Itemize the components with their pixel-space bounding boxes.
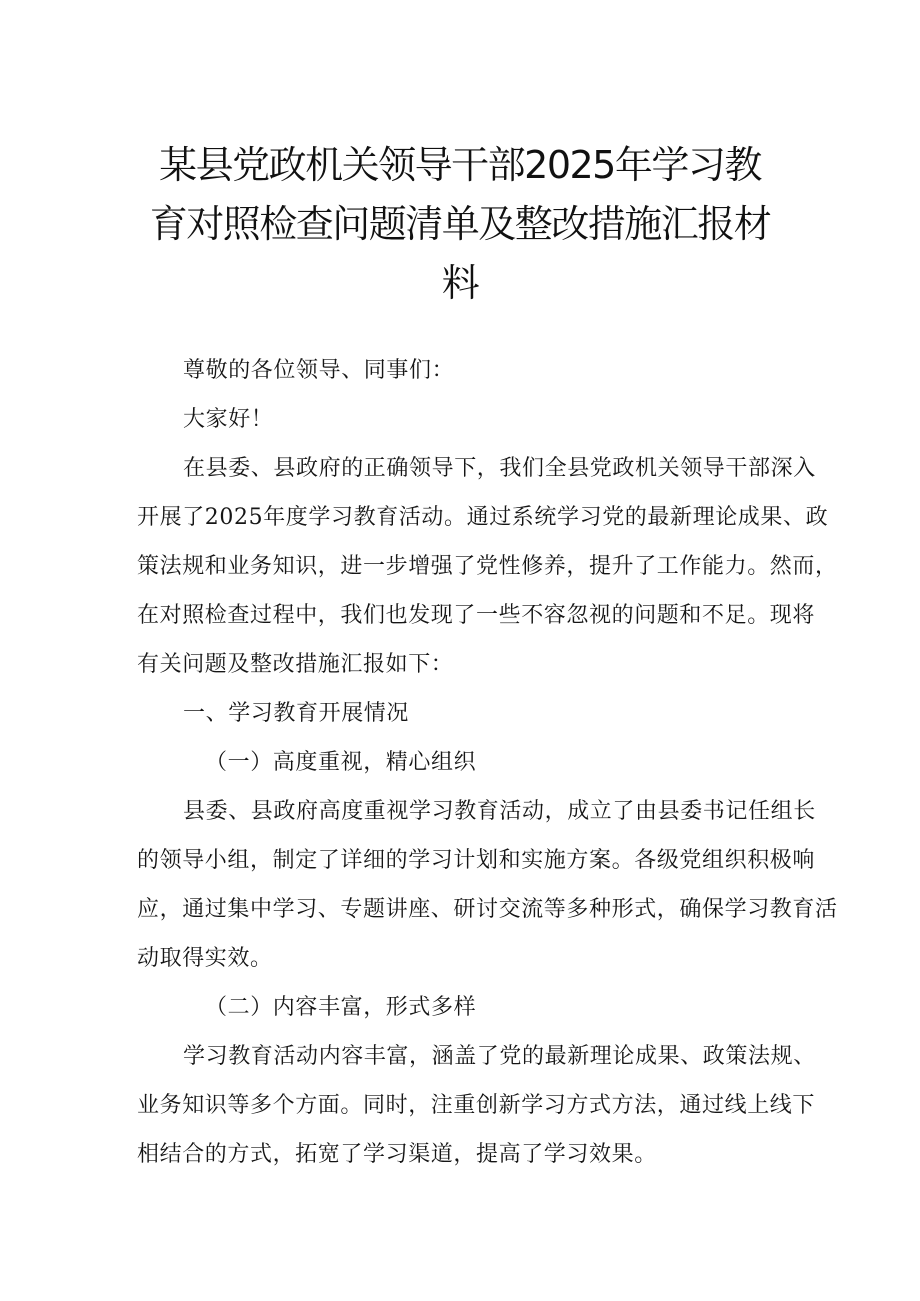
sub2-line-2: 业务知识等多个方面。同时，注重创新学习方式方法，通过线上线下 (137, 1093, 816, 1118)
subsection-1-heading: （一）高度重视，精心组织 (205, 750, 477, 775)
sub2-line-1: 学习教育活动内容丰富，涵盖了党的最新理论成果、政策法规、 (183, 1044, 816, 1069)
subsection-2-heading: （二）内容丰富，形式多样 (205, 995, 477, 1020)
title-line-2: 育对照检查问题清单及整改措施汇报材 (149, 202, 771, 246)
intro-line-3: 策法规和业务知识，进一步增强了党性修养，提升了工作能力。然而， (137, 554, 838, 579)
intro-line-4: 在对照检查过程中，我们也发现了一些不容忽视的问题和不足。现将 (137, 603, 816, 628)
sub1-line-3: 应，通过集中学习、专题讲座、研讨交流等多种形式，确保学习教育活 (137, 897, 838, 922)
title-line-1: 某县党政机关领导干部2025年学习教 (159, 143, 761, 187)
sub2-line-3: 相结合的方式，拓宽了学习渠道，提高了学习效果。 (137, 1142, 657, 1167)
section-1-heading: 一、学习教育开展情况 (183, 701, 410, 726)
greeting: 尊敬的各位领导、同事们： (183, 358, 455, 383)
document-title (120, 136, 800, 313)
sub1-line-2: 的领导小组，制定了详细的学习计划和实施方案。各级党组织积极响 (137, 848, 816, 873)
sub1-line-1: 县委、县政府高度重视学习教育活动，成立了由县委书记任组长 (183, 799, 816, 824)
title-line-3: 料 (441, 261, 479, 305)
intro-line-1: 在县委、县政府的正确领导下，我们全县党政机关领导干部深入 (183, 456, 816, 481)
sub1-line-4: 动取得实效。 (137, 946, 273, 971)
intro-line-2: 开展了2025年度学习教育活动。通过系统学习党的最新理论成果、政 (137, 505, 829, 530)
hello: 大家好！ (183, 407, 274, 432)
intro-line-5: 有关问题及整改措施汇报如下： (137, 652, 454, 677)
